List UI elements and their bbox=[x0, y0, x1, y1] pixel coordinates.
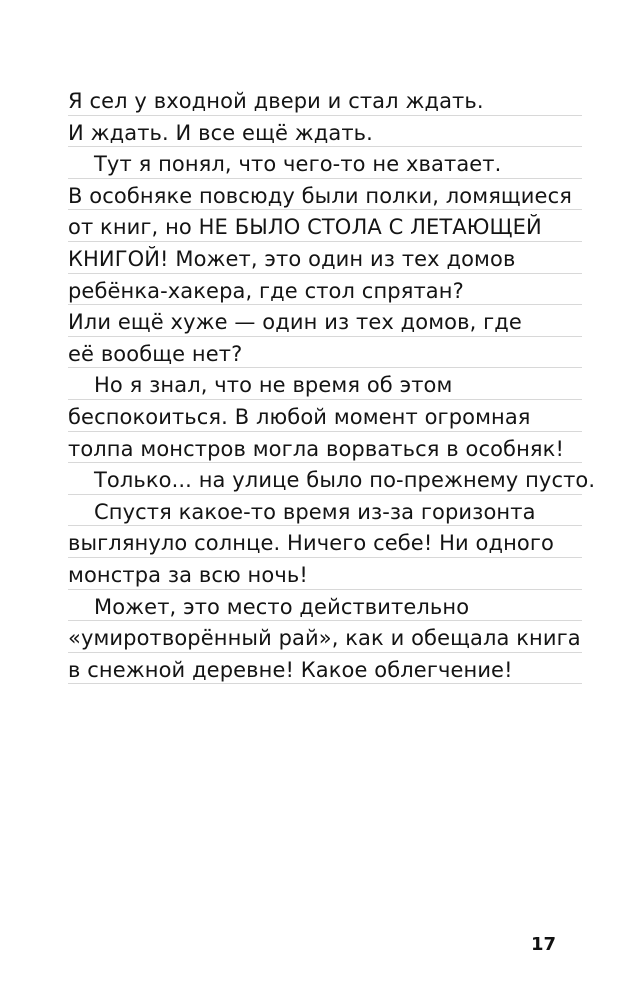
text-line: ребёнка-хакера, где стол спрятан? bbox=[68, 276, 568, 308]
text-line: КНИГОЙ! Может, это один из тех домов bbox=[68, 244, 568, 276]
text-line: И ждать. И все ещё ждать. bbox=[68, 118, 568, 150]
text-line: монстра за всю ночь! bbox=[68, 560, 568, 592]
text-line: Я сел у входной двери и стал ждать. bbox=[68, 86, 568, 118]
text-line: беспокоиться. В любой момент огромная bbox=[68, 402, 568, 434]
text-line: Спустя какое-то время из-за горизонта bbox=[68, 497, 568, 529]
text-line: Может, это место действительно bbox=[68, 592, 568, 624]
text-line: толпа монстров могла ворваться в особняк! bbox=[68, 434, 568, 466]
body-text bbox=[68, 86, 596, 686]
text-line: «умиротворённый рай», как и обещала книга bbox=[68, 623, 568, 655]
text-line: её вообще нет? bbox=[68, 339, 568, 371]
text-line: В особняке повсюду были полки, ломящиеся bbox=[68, 181, 568, 213]
text-line: выглянуло солнце. Ничего себе! Ни одного bbox=[68, 528, 568, 560]
text-line: Но я знал, что не время об этом bbox=[68, 370, 568, 402]
text-line: Или ещё хуже — один из тех домов, где bbox=[68, 307, 568, 339]
text-line: от книг, но НЕ БЫЛО СТОЛА С ЛЕТАЮЩЕЙ bbox=[68, 212, 568, 244]
text-line: Тут я понял, что чего-то не хватает. bbox=[68, 149, 568, 181]
text-line: в снежной деревне! Какое облегчение! bbox=[68, 655, 568, 687]
text-line: Только... на улице было по-прежнему пусто. bbox=[68, 465, 568, 497]
page-number: 17 bbox=[530, 934, 556, 955]
